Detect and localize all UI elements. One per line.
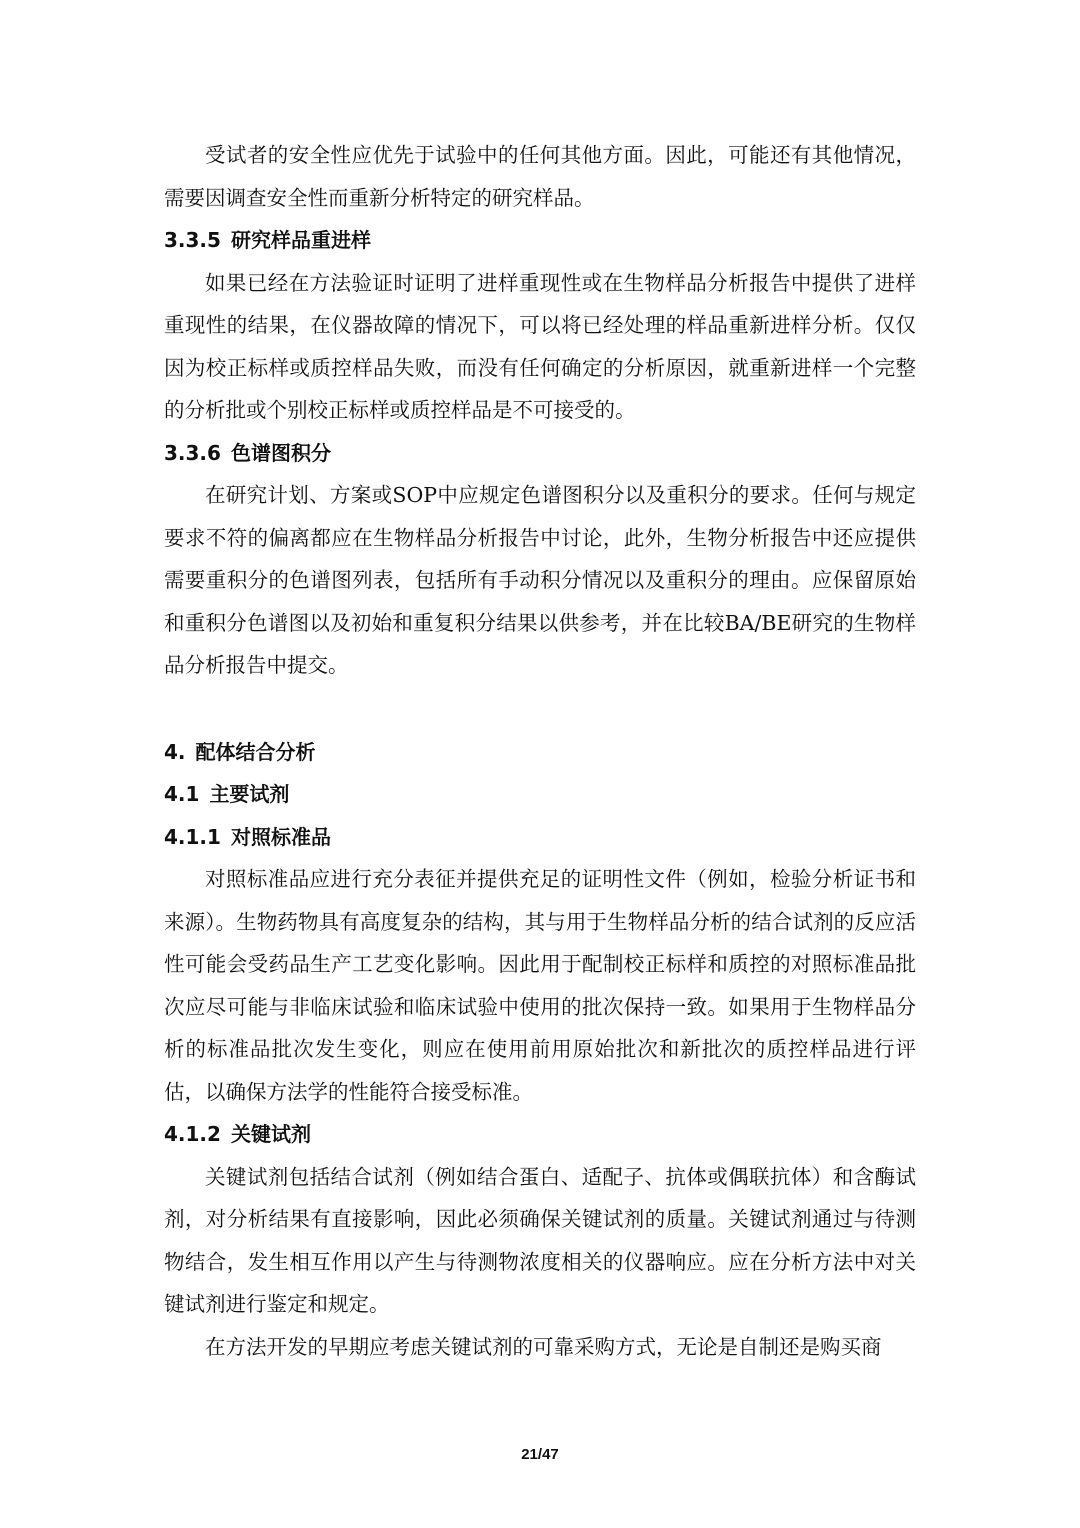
page-number: 21/47 [521,1446,559,1463]
section-number: 3.3.6 [164,440,221,465]
body-text [164,134,916,1368]
paragraph: 如果已经在方法验证时证明了进样重现性或在生物样品分析报告中提供了进样重现性的结果，在仪器故障的情况下，可以将已经处理的样品重新进样分析。仅仅因为校正标样或质控样品失败，而没有任何确定的分析原因，就重新进样一个完整的分析批或个别校正标样或质控样品是不可接受的。 [164,270,916,422]
section-heading [164,219,916,262]
section-heading [164,432,916,475]
section-title: 研究样品重进样 [230,228,371,252]
section-spacer [164,687,916,731]
section-heading [164,731,916,774]
section-number: 3.3.5 [164,228,221,252]
section-title: 对照标准品 [230,824,331,849]
paragraph: 在方法开发的早期应考虑关键试剂的可靠采购方式，无论是自制还是购买商 [205,1334,882,1359]
section-title: 关键试剂 [230,1122,311,1146]
section-number: 4.1.1 [164,824,221,849]
section-heading [164,1113,916,1156]
section-title: 配体结合分析 [195,739,316,764]
section-number: 4.1 [164,782,200,806]
paragraph: 关键试剂包括结合试剂（例如结合蛋白、适配子、抗体或偶联抗体）和含酶试剂，对分析结果有直接影响，因此必须确保关键试剂的质量。关键试剂通过与待测物结合，发生相互作用以产生与待测物浓度相关的仪器响应。应在分析方法中对关键试剂进行鉴定和规定。 [164,1164,916,1316]
section-number: 4. [164,739,186,764]
paragraph: 在研究计划、方案或SOP中应规定色谱图积分以及重积分的要求。任何与规定要求不符的偏离都应在生物样品分析报告中讨论，此外，生物分析报告中还应提供需要重积分的色谱图列表，包括所有手动积分情况以及重积分的理由。应保留原始和重积分色谱图以及初始和重复积分结果以供参考，并在比较BA/BE研究的生物样品分析报告中提交。 [164,483,916,677]
section-title: 色谱图积分 [230,440,331,465]
section-number: 4.1.2 [164,1122,221,1146]
section-heading [164,773,916,816]
section-heading [164,816,916,859]
paragraph: 受试者的安全性应优先于试验中的任何其他方面。因此，可能还有其他情况，需要因调查安全性而重新分析特定的研究样品。 [164,143,916,210]
section-title: 主要试剂 [209,782,290,806]
paragraph: 对照标准品应进行充分表征并提供充足的证明性文件（例如，检验分析证书和来源）。生物药物具有高度复杂的结构，其与用于生物样品分析的结合试剂的反应活性可能会受药品生产工艺变化影响。因此用于配制校正标样和质控的对照标准品批次应尽可能与非临床试验和临床试验中使用的批次保持一致。如果用于生物样品分析的标准品批次发生变化，则应在使用前用原始批次和新批次的质控样品进行评估，以确保方法学的性能符合接受标准。 [164,867,916,1104]
